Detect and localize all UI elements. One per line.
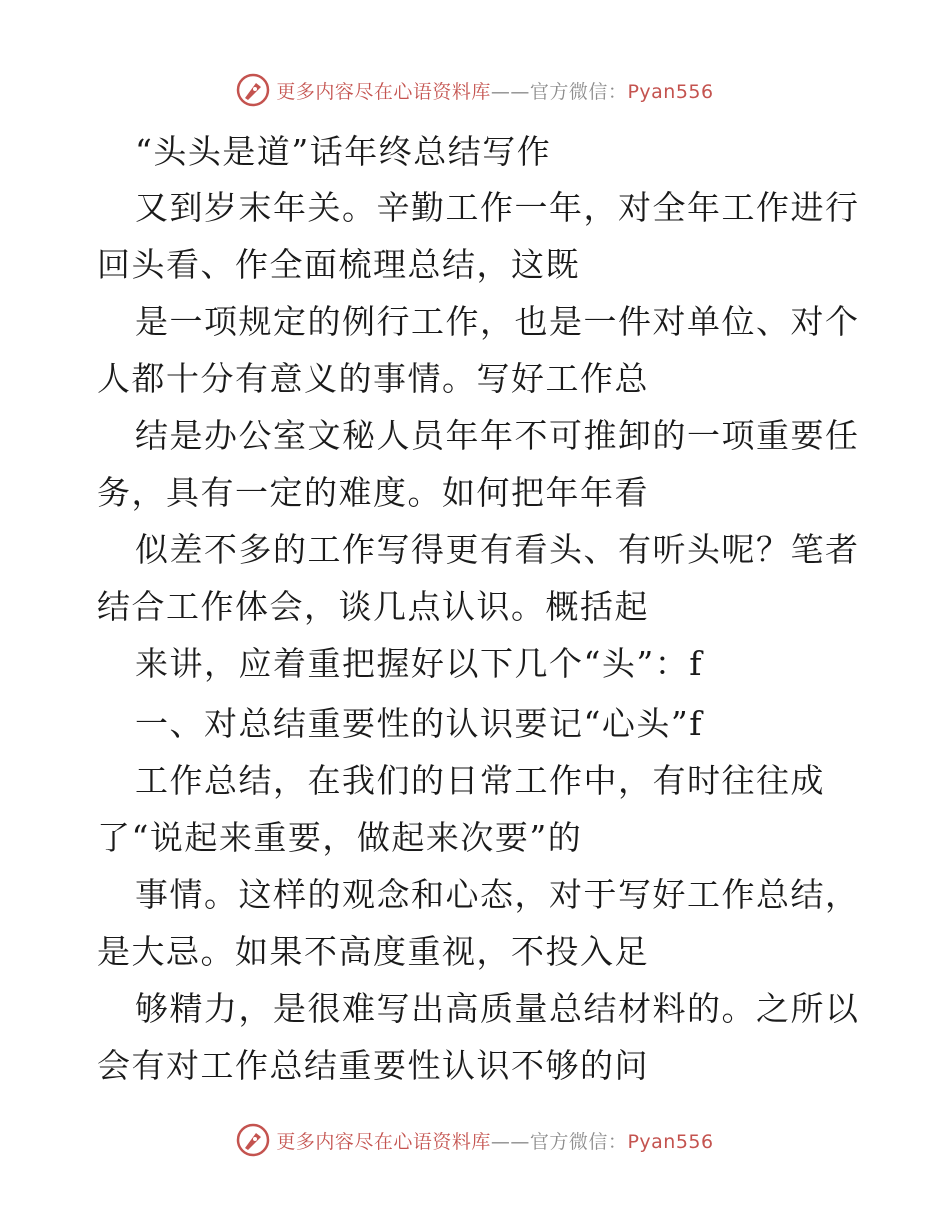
footer-banner-dash: —— xyxy=(490,1130,530,1153)
header-banner xyxy=(0,70,950,110)
pen-nib-logo-icon xyxy=(236,1123,270,1157)
document-line: 了“说起来重要，做起来次要”的 xyxy=(97,818,583,857)
header-banner-dash: —— xyxy=(490,80,530,103)
document-line: 人都十分有意义的事情。写好工作总 xyxy=(97,359,649,398)
document-line: 务，具有一定的难度。如何把年年看 xyxy=(97,473,649,512)
document-line: 回头看、作全面梳理总结，这既 xyxy=(97,245,580,284)
document-line: 结是办公室文秘人员年年不可推卸的一项重要任 xyxy=(135,416,860,455)
document-line: 似差不多的工作写得更有看头、有听头呢？笔者 xyxy=(135,530,860,569)
document-line: 来讲，应着重把握好以下几个“头”：f xyxy=(135,644,703,683)
footer-banner-wechat-id: Pyan556 xyxy=(627,1130,714,1153)
document-line: 工作总结，在我们的日常工作中，有时往往成 xyxy=(135,761,825,800)
header-banner-text xyxy=(276,77,713,104)
document-line: 够精力，是很难写出高质量总结材料的。之所以 xyxy=(135,989,860,1028)
footer-banner-prefix: 更多内容尽在心语资料库 xyxy=(276,1130,491,1153)
document-line: 又到岁末年关。辛勤工作一年，对全年工作进行 xyxy=(135,188,860,227)
footer-banner xyxy=(0,1120,950,1160)
pen-nib-logo-icon xyxy=(236,73,270,107)
section-heading: 一、对总结重要性的认识要记“心头”f xyxy=(135,704,703,743)
footer-banner-text xyxy=(276,1127,713,1154)
document-line: 结合工作体会，谈几点认识。概括起 xyxy=(97,587,649,626)
document-line: 会有对工作总结重要性认识不够的问 xyxy=(97,1046,649,1085)
header-banner-wechat-label: 官方微信： xyxy=(529,80,628,103)
header-banner-wechat-id: Pyan556 xyxy=(627,80,714,103)
document-line: 是一项规定的例行工作，也是一件对单位、对个 xyxy=(135,302,860,341)
document-title: “头头是道”话年终总结写作 xyxy=(135,132,552,171)
footer-banner-wechat-label: 官方微信： xyxy=(529,1130,628,1153)
header-banner-prefix: 更多内容尽在心语资料库 xyxy=(276,80,491,103)
document-line: 事情。这样的观念和心态，对于写好工作总结， xyxy=(135,875,860,914)
document-line: 是大忌。如果不高度重视，不投入足 xyxy=(97,932,649,971)
